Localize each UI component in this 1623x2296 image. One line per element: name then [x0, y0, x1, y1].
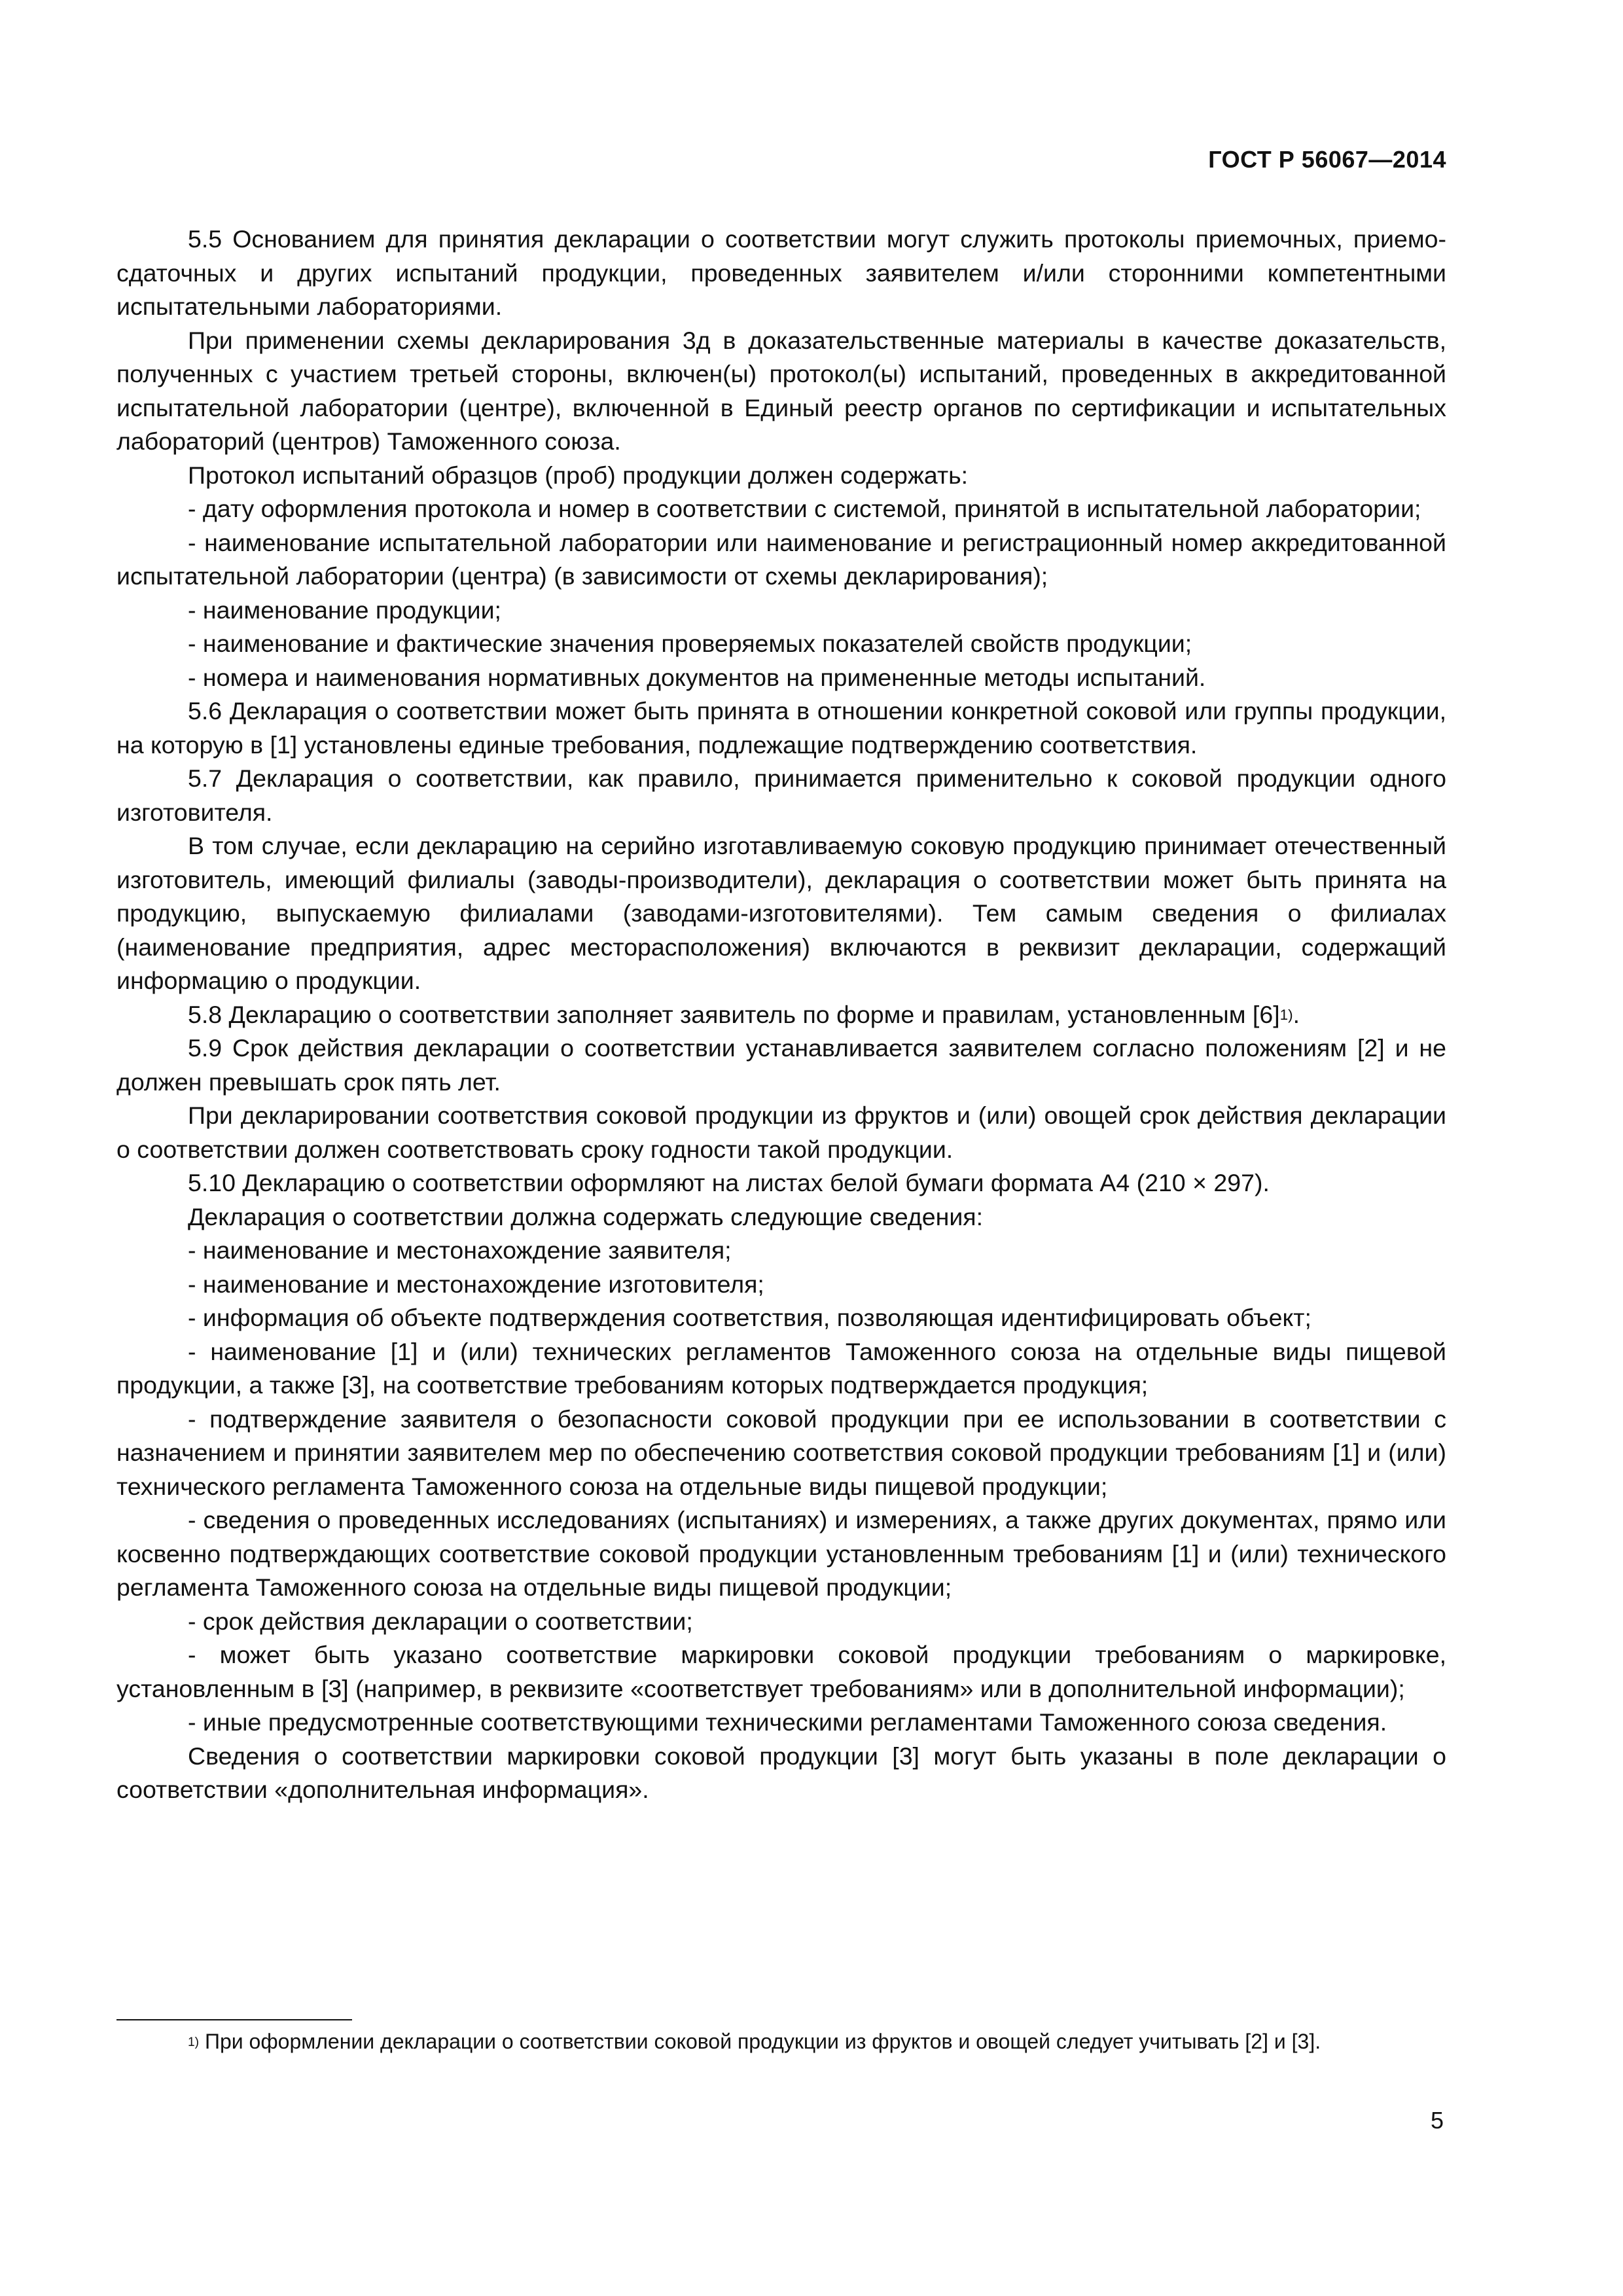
- paragraph: Протокол испытаний образцов (проб) продукции должен содержать:: [188, 461, 969, 489]
- list-item: - подтверждение заявителя о безопасности соковой продукции при ее использовании в соответствии с назначением и принятии заявителем мер по обеспечению соответствия соковой продукции требованиям [1] и (или) технического регламента Таможенного союза на отдельные виды пищевой продукции;: [116, 1405, 1446, 1500]
- list-item: - может быть указано соответствие маркировки соковой продукции требованиям о маркировке, установленным в [3] (например, в реквизите «соответствует требованиям» или в дополнительной информации);: [116, 1641, 1446, 1702]
- list-item: - срок действия декларации о соответствии;: [188, 1607, 693, 1635]
- document-code: ГОСТ Р 56067—2014: [1208, 146, 1446, 173]
- list-item: - иные предусмотренные соответствующими техническими регламентами Таможенного союза сведения.: [188, 1708, 1387, 1736]
- paragraph-text: 5.8 Декларацию о соответствии заполняет заявитель по форме и правилам, установленным [6]: [188, 1000, 1280, 1028]
- paragraph-5-7: 5.7 Декларация о соответствии, как правило, принимается применительно к соковой продукции одного изготовителя.: [116, 764, 1446, 826]
- list-item: - информация об объекте подтверждения соответствия, позволяющая идентифицировать объект;: [188, 1304, 1311, 1331]
- page-number: 5: [1430, 2107, 1444, 2134]
- paragraph-5-6: 5.6 Декларация о соответствии может быть принята в отношении конкретной соковой или группы продукции, на которую в [1] установлены единые требования, подлежащие подтверждению соответствия.: [116, 697, 1446, 759]
- paragraph-5-9: 5.9 Срок действия декларации о соответствии устанавливается заявителем согласно положениям [2] и не должен превышать срок пять лет.: [116, 1034, 1446, 1096]
- paragraph: При декларировании соответствия соковой продукции из фруктов и (или) овощей срок действия декларации о соответствии должен соответствовать сроку годности такой продукции.: [116, 1102, 1446, 1163]
- paragraph: В том случае, если декларацию на серийно изготавливаемую соковую продукцию принимает отечественный изготовитель, имеющий филиалы (заводы-производители), декларация о соответствии может быть принята на продукцию, выпускаемую филиалами (заводами-изготовителями). Тем самым сведения о филиалах (наименование предприятия, адрес месторасположения) включаются в реквизит декларации, содержащий информацию о продукции.: [116, 832, 1446, 994]
- footnote-reference: 1): [1279, 1007, 1293, 1023]
- paragraph: Декларация о соответствии должна содержать следующие сведения:: [188, 1202, 984, 1230]
- list-item: - номера и наименования нормативных документов на примененные методы испытаний.: [188, 663, 1206, 691]
- paragraph-5-8: [116, 998, 1446, 1032]
- list-item: - наименование и местонахождение изготовителя;: [188, 1270, 764, 1298]
- footnote-marker: 1): [188, 2036, 200, 2050]
- paragraph-end: .: [1293, 1000, 1300, 1028]
- paragraph: При применении схемы декларирования 3д в доказательственные материалы в качестве доказательств, полученных с участием третьей стороны, включен(ы) протокол(ы) испытаний, проведенных в аккредитованной испытательной лаборатории (центре), включенной в Единый реестр органов по сертификации и испытательных лабораторий (центров) Таможенного союза.: [116, 326, 1446, 455]
- list-item: - наименование и местонахождение заявителя;: [188, 1236, 732, 1264]
- document-body: [116, 223, 1446, 1807]
- footnote: [116, 2026, 1446, 2057]
- list-item: - наименование продукции;: [188, 596, 501, 624]
- footnote-separator: [116, 2019, 352, 2020]
- list-item: - сведения о проведенных исследованиях (испытаниях) и измерениях, а также других документах, прямо или косвенно подтверждающих соответствие соковой продукции установленным требованиям [1] и (или) технического регламента Таможенного союза на отдельные виды пищевой продукции;: [116, 1506, 1446, 1601]
- paragraph: Сведения о соответствии маркировки соковой продукции [3] могут быть указаны в поле декларации о соответствии «дополнительная информация».: [116, 1742, 1446, 1803]
- list-item: - наименование [1] и (или) технических регламентов Таможенного союза на отдельные виды пищевой продукции, а также [3], на соответствие требованиям которых подтверждается продукция;: [116, 1337, 1446, 1399]
- list-item: - наименование и фактические значения проверяемых показателей свойств продукции;: [188, 630, 1192, 657]
- list-item: - наименование испытательной лаборатории или наименование и регистрационный номер аккредитованной испытательной лаборатории (центра) (в зависимости от схемы декларирования);: [116, 528, 1446, 590]
- paragraph-5-5: 5.5 Основанием для принятия декларации о соответствии могут служить протоколы приемочных, приемо-сдаточных и других испытаний продукции, проведенных заявителем и/или сторонними компетентными испытательными лабораториями.: [116, 225, 1446, 320]
- paragraph-5-10: 5.10 Декларацию о соответствии оформляют на листах белой бумаги формата А4 (210 × 297).: [188, 1169, 1270, 1196]
- list-item: - дату оформления протокола и номер в соответствии с системой, принятой в испытательной лаборатории;: [188, 495, 1421, 522]
- footnote-text: При оформлении декларации о соответствии соковой продукции из фруктов и овощей следует учитывать [2] и [3].: [199, 2030, 1321, 2053]
